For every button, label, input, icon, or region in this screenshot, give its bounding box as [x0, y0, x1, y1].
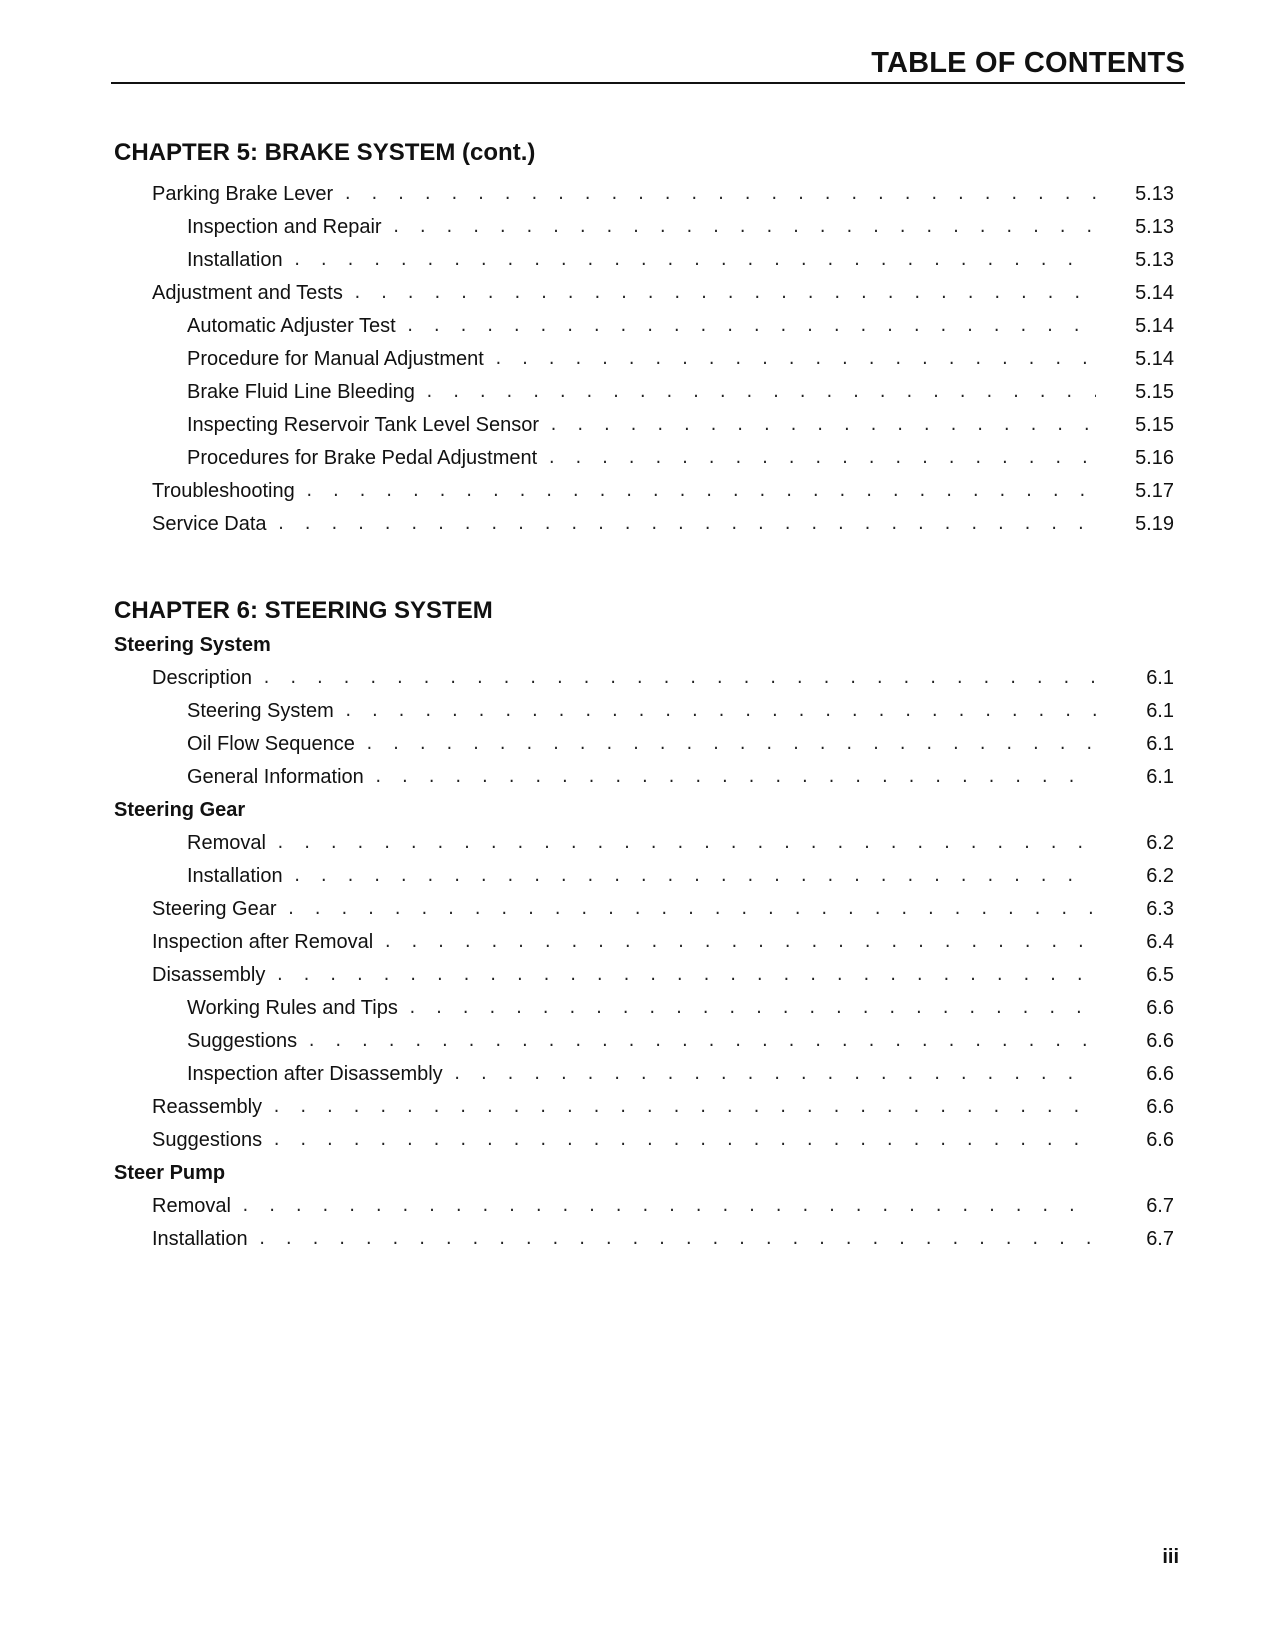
toc-entry-label: Procedure for Manual Adjustment [187, 348, 484, 370]
toc-entry-page: 5.15 [1135, 381, 1174, 403]
toc-entry[interactable] [114, 955, 1174, 988]
toc-entry-page: 5.19 [1135, 513, 1174, 535]
dot-leader [547, 445, 1096, 471]
toc-entry-label: Inspection after Removal [152, 931, 374, 953]
toc-entry-page: 6.3 [1146, 898, 1174, 920]
toc-entry-page: 6.6 [1146, 997, 1174, 1019]
toc-entry-page: 5.14 [1135, 315, 1174, 337]
toc-entry-label: Suggestions [152, 1129, 263, 1151]
toc-entry-label: Reassembly [152, 1096, 263, 1118]
dot-leader [365, 731, 1096, 757]
toc-entry-page: 6.1 [1146, 733, 1174, 755]
dot-leader [275, 962, 1096, 988]
dot-leader [383, 929, 1096, 955]
toc-entry[interactable] [114, 438, 1174, 471]
toc-entry[interactable] [114, 1219, 1174, 1252]
toc-entry-page: 6.5 [1146, 964, 1174, 986]
toc-entry-page: 6.6 [1146, 1030, 1174, 1052]
toc-entry[interactable] [114, 1186, 1174, 1219]
toc-entry-label: Troubleshooting [152, 480, 295, 502]
toc-entry-page: 5.13 [1135, 216, 1174, 238]
toc-entry[interactable] [114, 658, 1174, 691]
toc-entry-page: 6.1 [1146, 766, 1174, 788]
toc-entry-page: 6.1 [1146, 700, 1174, 722]
toc-entry-label: Disassembly [152, 964, 266, 986]
dot-leader [277, 511, 1097, 537]
toc-entry[interactable] [114, 889, 1174, 922]
toc-entry-label: Installation [152, 1228, 248, 1250]
toc-entry[interactable] [114, 372, 1174, 405]
dot-leader [307, 1028, 1096, 1054]
dot-leader [353, 280, 1096, 306]
toc-entry-page: 6.7 [1146, 1228, 1174, 1250]
dot-leader [344, 698, 1096, 724]
dot-leader [343, 181, 1096, 207]
toc-entry[interactable] [114, 856, 1174, 889]
dot-leader [262, 665, 1096, 691]
dot-leader [408, 995, 1096, 1021]
toc-entry-page: 5.14 [1135, 282, 1174, 304]
toc-entry-page: 5.15 [1135, 414, 1174, 436]
toc-entry[interactable] [114, 823, 1174, 856]
toc-entry-label: Automatic Adjuster Test [187, 315, 396, 337]
toc-entry-page: 6.2 [1146, 865, 1174, 887]
dot-leader [549, 412, 1096, 438]
dot-leader [305, 478, 1096, 504]
toc-entry-label: Inspection after Disassembly [187, 1063, 443, 1085]
toc-entry-page: 6.6 [1146, 1129, 1174, 1151]
chapter-6 [114, 596, 1174, 1252]
toc-entry-label: Adjustment and Tests [152, 282, 343, 304]
dot-leader [425, 379, 1096, 405]
dot-leader [494, 346, 1096, 372]
toc-entry[interactable] [114, 757, 1174, 790]
toc-entry[interactable] [114, 306, 1174, 339]
toc-entry-label: Inspection and Repair [187, 216, 382, 238]
page-number: iii [1162, 1546, 1179, 1568]
toc-entry-page: 5.16 [1135, 447, 1174, 469]
toc-entry[interactable] [114, 988, 1174, 1021]
toc-entry-page: 6.7 [1146, 1195, 1174, 1217]
toc-entry-label: Suggestions [187, 1030, 298, 1052]
dot-leader [374, 764, 1096, 790]
toc-entry-label: Parking Brake Lever [152, 183, 334, 205]
chapter-5 [114, 138, 1174, 537]
toc-entry[interactable] [114, 339, 1174, 372]
dot-leader [453, 1061, 1096, 1087]
dot-leader [258, 1226, 1096, 1252]
dot-leader [276, 830, 1096, 856]
toc-entry-label: Installation [187, 249, 283, 271]
section-heading[interactable]: Steering System [114, 634, 271, 656]
toc-entry[interactable] [114, 1054, 1174, 1087]
page-header [111, 46, 1185, 84]
toc-entry-page: 6.4 [1146, 931, 1174, 953]
chapter-title: CHAPTER 5: BRAKE SYSTEM (cont.) [114, 139, 536, 166]
toc-entry-label: Inspecting Reservoir Tank Level Sensor [187, 414, 540, 436]
toc-entry[interactable] [114, 273, 1174, 306]
toc-entry[interactable] [114, 922, 1174, 955]
toc-entry-label: Removal [152, 1195, 231, 1217]
toc-entry[interactable] [114, 240, 1174, 273]
toc-entry[interactable] [114, 691, 1174, 724]
dot-leader [293, 247, 1096, 273]
toc-entry[interactable] [114, 724, 1174, 757]
dot-leader [287, 896, 1096, 922]
toc-entry-label: Steering Gear [152, 898, 277, 920]
page-title: TABLE OF CONTENTS [871, 47, 1185, 79]
toc-entry-label: Brake Fluid Line Bleeding [187, 381, 415, 403]
dot-leader [272, 1127, 1096, 1153]
section-heading[interactable]: Steering Gear [114, 799, 246, 821]
dot-leader [406, 313, 1096, 339]
toc-entry-page: 5.17 [1135, 480, 1174, 502]
toc-entry-label: Steering System [187, 700, 334, 722]
toc-entry-label: Oil Flow Sequence [187, 733, 355, 755]
toc-entry-label: Service Data [152, 513, 267, 535]
toc-entry[interactable] [114, 471, 1174, 504]
toc-entry-page: 5.14 [1135, 348, 1174, 370]
toc-entry[interactable] [114, 174, 1174, 207]
dot-leader [293, 863, 1096, 889]
toc-entry-page: 5.13 [1135, 183, 1174, 205]
toc-entry[interactable] [114, 1021, 1174, 1054]
toc-entry[interactable] [114, 405, 1174, 438]
dot-leader [272, 1094, 1096, 1120]
toc-entry[interactable] [114, 1087, 1174, 1120]
toc-entry-page: 6.1 [1146, 667, 1174, 689]
toc-entry-page: 5.13 [1135, 249, 1174, 271]
toc-entry-label: Working Rules and Tips [187, 997, 398, 1019]
toc-entry-page: 6.6 [1146, 1096, 1174, 1118]
toc-entry-label: Installation [187, 865, 283, 887]
toc-entry-page: 6.2 [1146, 832, 1174, 854]
toc-entry-page: 6.6 [1146, 1063, 1174, 1085]
toc-entry-label: Description [152, 667, 253, 689]
dot-leader [241, 1193, 1096, 1219]
dot-leader [392, 214, 1096, 240]
toc-entry-label: General Information [187, 766, 364, 788]
chapter-title: CHAPTER 6: STEERING SYSTEM [114, 597, 493, 624]
toc-entry[interactable] [114, 207, 1174, 240]
toc-entry[interactable] [114, 1120, 1174, 1153]
toc-entry-label: Removal [187, 832, 266, 854]
section-heading[interactable]: Steer Pump [114, 1162, 226, 1184]
toc-entry[interactable] [114, 504, 1174, 537]
toc-entry-label: Procedures for Brake Pedal Adjustment [187, 447, 538, 469]
